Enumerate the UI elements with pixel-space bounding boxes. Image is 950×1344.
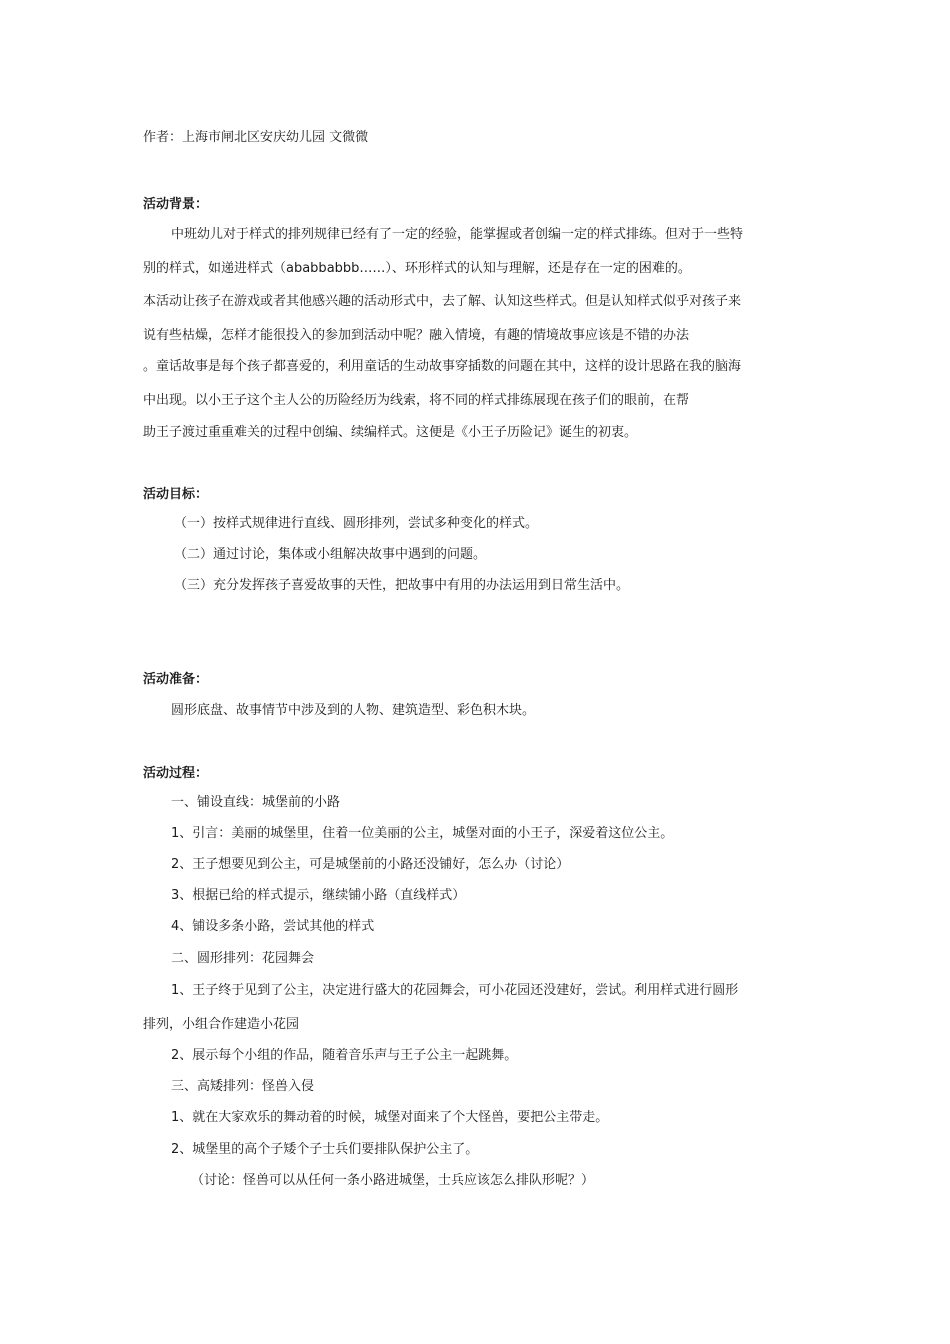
- process-step: 3、根据已给的样式提示，继续铺小路（直线样式）: [171, 888, 466, 903]
- background-line: 助王子渡过重重难关的过程中创编、续编样式。这便是《小王子历险记》诞生的初衷。: [143, 425, 638, 440]
- process-step: 2、城堡里的高个子矮个子士兵们要排队保护公主了。: [171, 1142, 479, 1157]
- process-step: 1、王子终于见到了公主，决定进行盛大的花园舞会，可小花园还没建好，尝试。利用样式进行圆形: [171, 983, 739, 998]
- process-section-title: 二、圆形排列：花园舞会: [171, 951, 315, 966]
- background-line: 。童话故事是每个孩子都喜爱的，利用童话的生动故事穿插数的问题在其中，这样的设计思路在我的脑海: [143, 359, 742, 374]
- preparation-text: 圆形底盘、故事情节中涉及到的人物、建筑造型、彩色积木块。: [171, 703, 536, 718]
- process-step: 1、就在大家欢乐的舞动着的时候，城堡对面来了个大怪兽，要把公主带走。: [171, 1110, 609, 1125]
- goal-item: （二）通过讨论，集体或小组解决故事中遇到的问题。: [174, 547, 487, 562]
- process-section-title: 三、高矮排列：怪兽入侵: [171, 1079, 315, 1094]
- background-line: 别的样式，如递进样式（ababbabbb……）、环形样式的认知与理解，还是存在一定的困难的。: [143, 261, 691, 276]
- process-step: 排列，小组合作建造小花园: [143, 1017, 300, 1032]
- background-heading: 活动背景：: [143, 197, 209, 212]
- process-step: 1、引言：美丽的城堡里，住着一位美丽的公主，城堡对面的小王子，深爱着这位公主。: [171, 826, 674, 841]
- goal-item: （一）按样式规律进行直线、圆形排列，尝试多种变化的样式。: [174, 516, 539, 531]
- background-line: 说有些枯燥，怎样才能很投入的参加到活动中呢？融入情境，有趣的情境故事应该是不错的办法: [143, 328, 690, 343]
- goal-item: （三）充分发挥孩子喜爱故事的天性，把故事中有用的办法运用到日常生活中。: [174, 578, 630, 593]
- preparation-heading: 活动准备：: [143, 672, 209, 687]
- background-line: 中出现。以小王子这个主人公的历险经历为线索，将不同的样式排练展现在孩子们的眼前，在帮: [143, 393, 690, 408]
- process-step: 2、王子想要见到公主，可是城堡前的小路还没铺好，怎么办（讨论）: [171, 857, 570, 872]
- author-line: 作者：上海市闸北区安庆幼儿园 文微微: [143, 130, 369, 145]
- process-step: 4、铺设多条小路，尝试其他的样式: [171, 919, 375, 934]
- process-section-title: 一、铺设直线：城堡前的小路: [171, 795, 341, 810]
- background-line: 中班幼儿对于样式的排列规律已经有了一定的经验，能掌握或者创编一定的样式排练。但对于一些特: [171, 227, 744, 242]
- process-heading: 活动过程：: [143, 766, 209, 781]
- goals-heading: 活动目标：: [143, 487, 209, 502]
- process-discussion: （讨论：怪兽可以从任何一条小路进城堡，士兵应该怎么排队形呢？）: [191, 1173, 595, 1188]
- process-step: 2、展示每个小组的作品，随着音乐声与王子公主一起跳舞。: [171, 1048, 518, 1063]
- background-line: 本活动让孩子在游戏或者其他感兴趣的活动形式中，去了解、认知这些样式。但是认知样式似乎对孩子来: [143, 294, 742, 309]
